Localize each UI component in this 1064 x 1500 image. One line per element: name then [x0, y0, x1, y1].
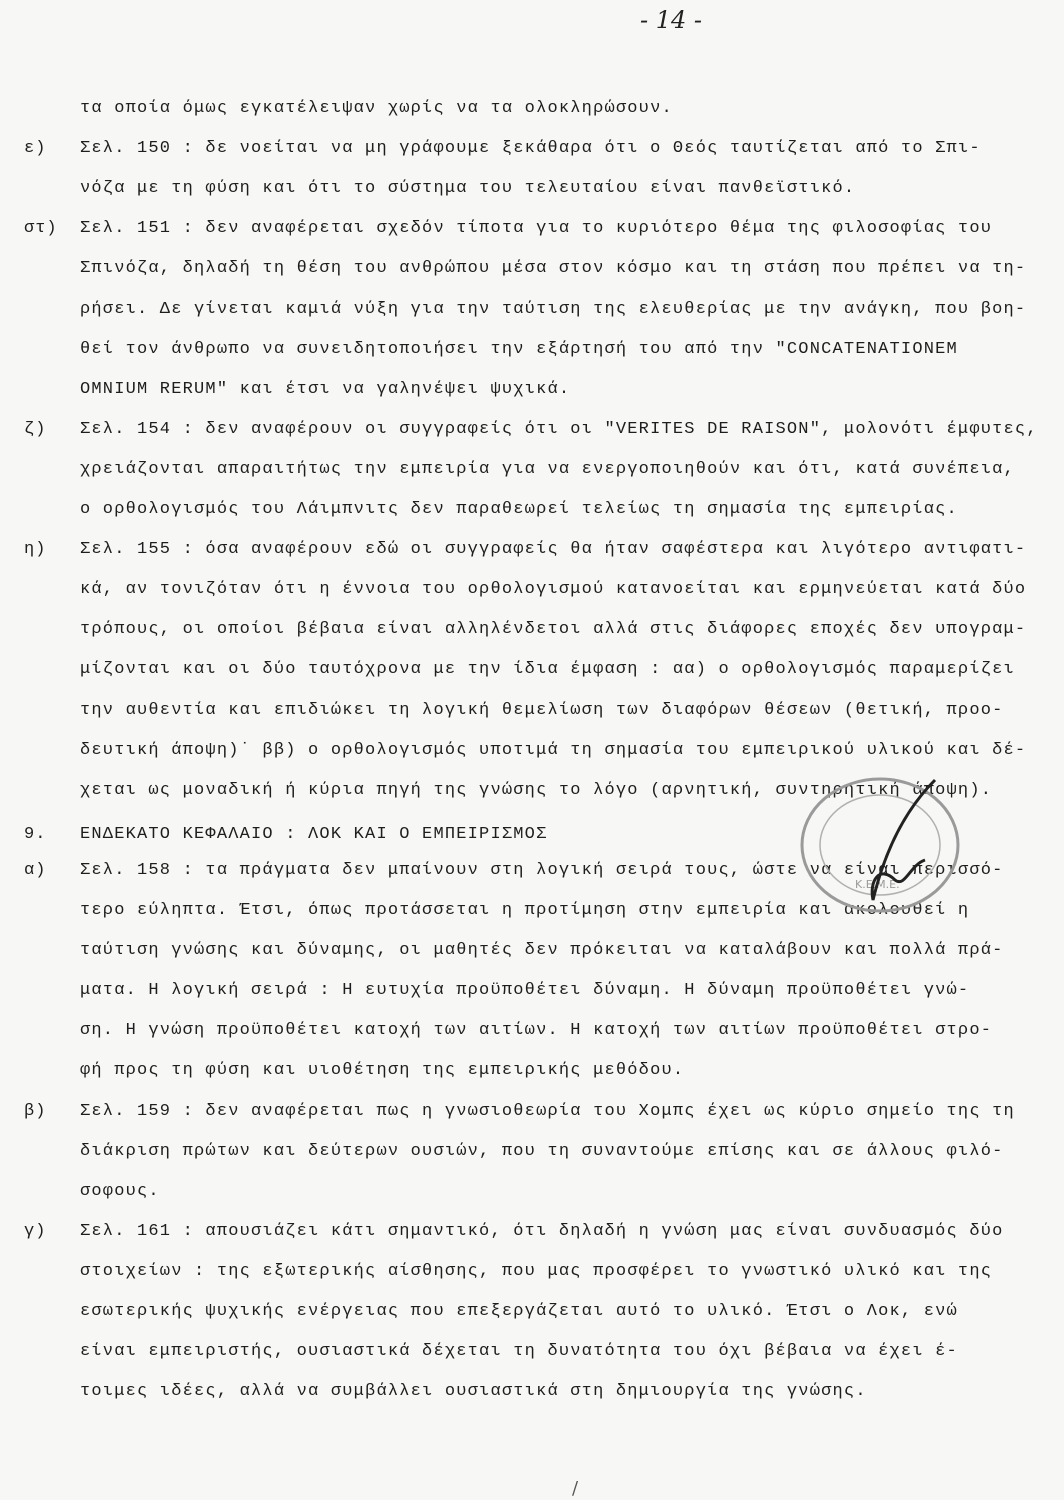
page-number: - 14 - [640, 6, 703, 34]
text-line: Σελ. 155 : όσα αναφέρουν εδώ οι συγγραφείς θα ήταν σαφέστερα και λιγότερο αντιφατι- [80, 540, 1027, 560]
text-line: Σελ. 150 : δε νοείται να μη γράφουμε ξεκάθαρα ότι ο Θεός ταυτίζεται από το Σπι- [80, 139, 981, 159]
text-line: ο ορθολογισμός του Λάιμπνιτς δεν παραθεωρεί τελείως τη σημασία της εμπειρίας. [80, 500, 958, 519]
text-line: OMNIUM RERUM" και έτσι να γαληνέψει ψυχικά. [80, 379, 571, 399]
text-line: ταύτιση γνώσης και δύναμης, οι μαθητές δεν πρόκειται να καταλάβουν και πολλά πρά- [80, 941, 1004, 961]
text-line: τοιμες ιδέες, αλλά να συμβάλλει ουσιαστικά στη δημιουργία της γνώσης. [80, 1382, 867, 1402]
text-line: Σελ. 158 : τα πράγματα δεν μπαίνουν στη λογική σειρά τους, ώστε να είναι περισσό- [80, 860, 1004, 880]
text-line: Σελ. 154 : δεν αναφέρουν οι συγγραφείς ότι οι "VERITES DE RAISON", μολονότι έμφυτες, [80, 419, 1038, 439]
text-line: τρόπους, οι οποίοι βέβαια είναι αλληλένδετοι αλλά στις διάφορες εποχές δεν υπογραμ- [80, 620, 1027, 640]
text-line: νόζα με τη φύση και ότι το σύστημα του τελευταίου είναι πανθεϊστικό. [80, 179, 856, 199]
stamp-text: Κ.Ε.Μ.Ε. [855, 878, 900, 891]
item-marker: ε) [24, 139, 47, 159]
item-marker: β) [24, 1101, 47, 1121]
text-line: μίζονται και οι δύο ταυτόχρονα με την ίδια έμφαση : αα) ο ορθολογισμός παραμερίζει [80, 660, 1015, 680]
text-line: χεται ως μοναδική ή κύρια πηγή της γνώσης το λόγο (αρνητική, συντηρητική άποψη). [80, 780, 993, 800]
text-line: Σελ. 159 : δεν αναφέρεται πως η γνωσιοθεωρία του Χομπς έχει ως κύριο σημείο της τη [80, 1101, 1015, 1121]
text-line: ση. Η γνώση προϋποθέτει κατοχή των αιτίων. Η κατοχή των αιτίων προϋποθέτει στρο- [80, 1021, 993, 1041]
chapter-heading: ΕΝΔΕΚΑΤΟ ΚΕΦΑΛΑΙΟ : ΛΟΚ ΚΑΙ Ο ΕΜΠΕΙΡΙΣΜΟΣ [80, 824, 548, 844]
item-marker: γ) [24, 1221, 47, 1241]
text-line: κά, αν τονιζόταν ότι η έννοια του ορθολογισμού κατανοείται και ερμηνεύεται κατά δύο [80, 580, 1027, 600]
item-marker: στ) [24, 219, 58, 239]
text-line: εσωτερικής ψυχικής ενέργειας που επεξεργάζεται αυτό το υλικό. Έτσι ο Λοκ, ενώ [80, 1302, 958, 1321]
text-line: Σελ. 161 : απουσιάζει κάτι σημαντικό, ότι δηλαδή η γνώση μας είναι συνδυασμός δύο [80, 1221, 1004, 1241]
text-line: τερο εύληπτα. Έτσι, όπως προτάσσεται η προτίμηση στην εμπειρία και ακολουθεί η [80, 901, 970, 920]
item-marker: ζ) [24, 419, 47, 439]
item-marker: η) [24, 540, 47, 560]
page-footer-mark: / [572, 1478, 579, 1499]
text-line: είναι εμπειριστής, ουσιαστικά δέχεται τη δυνατότητα του όχι βέβαια να έχει έ- [80, 1342, 958, 1362]
text-line: δευτική άποψη)˙ ββ) ο ορθολογισμός υποτιμά τη σημασία του εμπειρικού υλικού και δέ- [80, 740, 1027, 760]
official-stamp [785, 770, 975, 920]
text-line: θεί τον άνθρωπο να συνειδητοποιήσει την εξάρτησή του από την "CONCATENATIONEM [80, 339, 958, 359]
text-line: φή προς τη φύση και υιοθέτηση της εμπειρικής μεθόδου. [80, 1061, 685, 1081]
item-marker: α) [24, 860, 47, 880]
text-line: χρειάζονται απαραιτήτως την εμπειρία για να ενεργοποιηθούν και ότι, κατά συνέπεια, [80, 459, 1015, 479]
text-line: Σελ. 151 : δεν αναφέρεται σχεδόν τίποτα για το κυριότερο θέμα της φιλοσοφίας του [80, 219, 993, 239]
text-line: στοιχείων : της εξωτερικής αίσθησης, που μας προσφέρει το γνωστικό υλικό και της [80, 1261, 993, 1281]
item-marker: 9. [24, 824, 47, 844]
text-line: ματα. Η λογική σειρά : Η ευτυχία προϋποθέτει δύναμη. Η δύναμη προϋποθέτει γνώ- [80, 981, 970, 1001]
text-line: την αυθεντία και επιδιώκει τη λογική θεμελίωση των διαφόρων θέσεων (θετική, προο- [80, 700, 1004, 720]
text-line: διάκριση πρώτων και δεύτερων ουσιών, που τη συναντούμε επίσης και σε άλλους φιλό- [80, 1141, 1004, 1161]
text-line: σοφους. [80, 1181, 160, 1201]
text-line: Σπινόζα, δηλαδή τη θέση του ανθρώπου μέσα στον κόσμο και τη στάση που πρέπει να τη- [80, 259, 1027, 279]
text-line: ρήσει. Δε γίνεται καμιά νύξη για την ταύτιση της ελευθερίας με την ανάγκη, που βοη- [80, 299, 1027, 319]
text-line: τα οποία όμως εγκατέλειψαν χωρίς να τα ολοκληρώσουν. [80, 99, 673, 118]
